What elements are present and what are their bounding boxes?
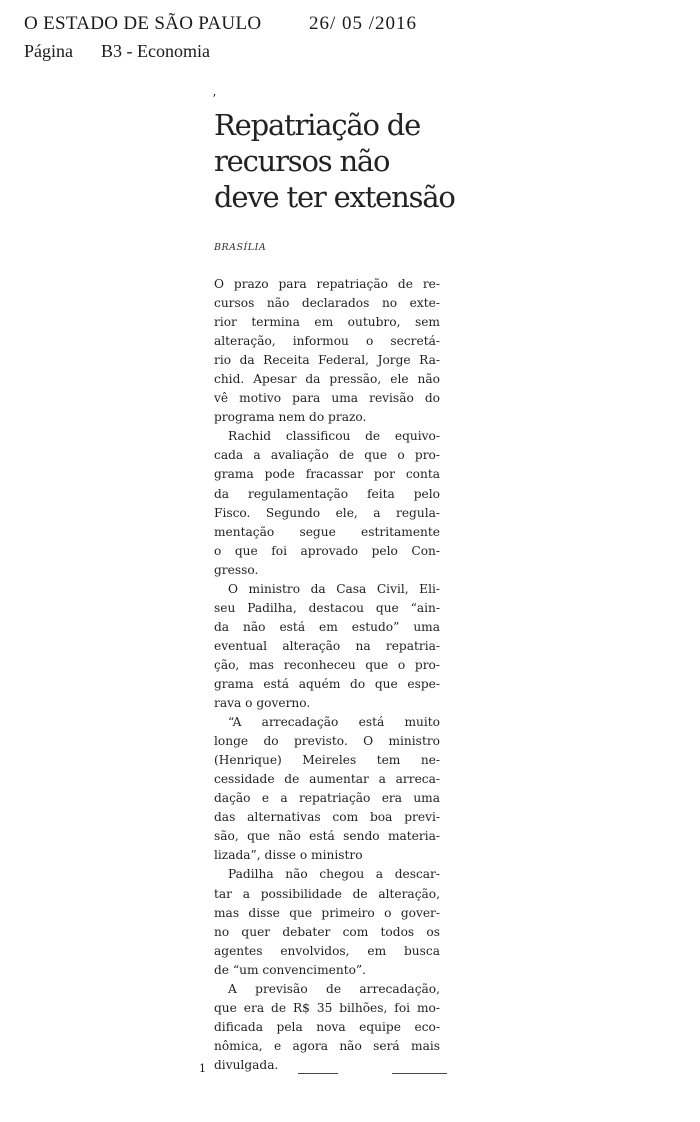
body-line: da não está em estudo” uma (214, 619, 440, 634)
body-line: o que foi aprovado pelo Con- (214, 543, 440, 558)
body-line: programa nem do prazo. (214, 410, 367, 425)
publication-name: O ESTADO DE SÃO PAULO (24, 13, 262, 34)
body-line: Fisco. Segundo ele, a regula- (214, 505, 440, 520)
body-line: dação e a repatriação era uma (214, 791, 440, 806)
article-dateline: BRASÍLIA (214, 242, 267, 253)
bottom-rule (298, 1073, 338, 1074)
body-line: da regulamentação feita pelo (214, 486, 440, 501)
body-line: gresso. (214, 562, 259, 577)
body-line: mas disse que primeiro o gover- (214, 905, 440, 920)
header-line-2 (24, 38, 684, 64)
body-line: tar a possibilidade de alteração, (214, 886, 440, 901)
body-line: das alternativas com boa previ- (214, 810, 440, 825)
body-line: divulgada. (214, 1057, 279, 1072)
publication-date: 26/ 05 /2016 (309, 13, 418, 34)
body-line: grama pode fracassar por conta (214, 467, 440, 482)
body-line: O ministro da Casa Civil, Eli- (228, 581, 440, 596)
page-label: Página (24, 41, 73, 61)
body-line: vê motivo para uma revisão do (214, 391, 440, 406)
page-mark: 1 (199, 1062, 206, 1075)
headline-line: deve ter extensão (214, 180, 455, 214)
body-line: (Henrique) Meireles tem ne- (214, 753, 440, 768)
body-line: “A arrecadação está muito (228, 715, 440, 730)
body-line: nômica, e agora não será mais (214, 1038, 440, 1053)
article-clipping (200, 90, 460, 1090)
body-line: no quer debater com todos os (214, 924, 440, 939)
corner-mark: ʼ (212, 92, 216, 106)
body-line: mentação segue estritamente (214, 524, 440, 539)
headline-line: recursos não (214, 144, 390, 178)
body-line: Rachid classificou de equivo- (228, 429, 440, 444)
body-line: são, que não está sendo materia- (214, 829, 440, 844)
body-line: O prazo para repatriação de re- (214, 277, 440, 291)
body-line: cessidade de aumentar a arreca- (214, 772, 440, 787)
clipping-header (24, 10, 684, 64)
body-line: agentes envolvidos, em busca (214, 943, 440, 958)
body-line: seu Padilha, destacou que “ain- (214, 600, 440, 615)
body-line: alteração, informou o secretá- (214, 334, 440, 349)
body-line: rior termina em outubro, sem (214, 315, 440, 330)
body-line: eventual alteração na repatria- (214, 638, 440, 653)
body-line: lizada”, disse o ministro (214, 848, 363, 863)
body-line: cada a avaliação de que o pro- (214, 448, 440, 463)
body-line: cursos não declarados no exte- (214, 296, 440, 311)
header-line-1 (24, 10, 684, 38)
body-line: chid. Apesar da pressão, ele não (214, 372, 440, 387)
page-section: B3 - Economia (101, 41, 210, 61)
body-line: ção, mas reconheceu que o pro- (214, 657, 440, 672)
body-line: que era de R$ 35 bilhões, foi mo- (214, 1000, 440, 1015)
article-headline (214, 107, 460, 215)
body-line: rio da Receita Federal, Jorge Ra- (214, 353, 440, 368)
body-line: dificada pela nova equipe eco- (214, 1019, 440, 1034)
body-line: Padilha não chegou a descar- (228, 867, 440, 882)
bottom-rule (392, 1073, 447, 1074)
headline-line: Repatriação de (214, 108, 421, 142)
body-line: de “um convencimento”. (214, 962, 367, 977)
body-line: rava o governo. (214, 696, 311, 711)
article-body (214, 275, 440, 1075)
body-line: longe do previsto. O ministro (214, 734, 440, 749)
body-line: A previsão de arrecadação, (228, 981, 440, 996)
body-line: grama está aquém do que espe- (214, 676, 440, 691)
